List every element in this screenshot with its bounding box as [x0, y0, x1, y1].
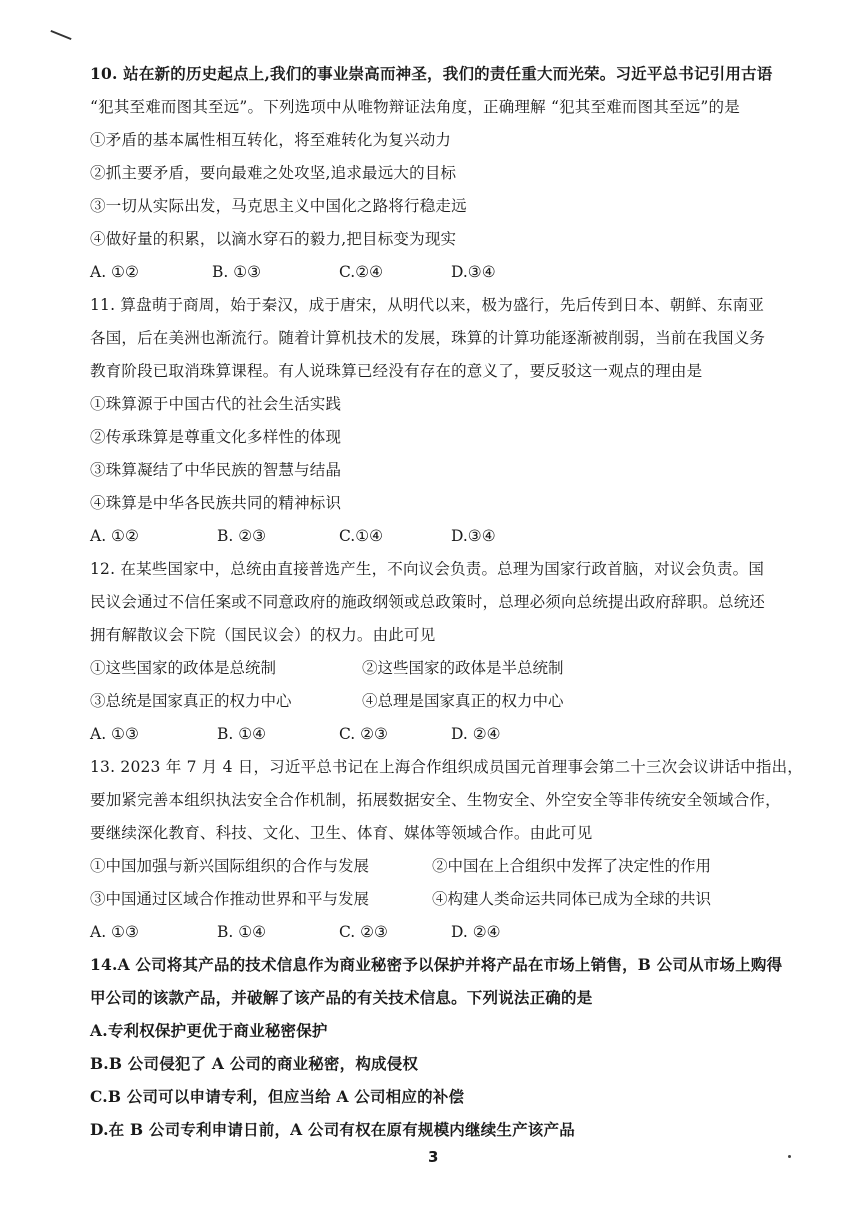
q12-statement-2: ②这些国家的政体是半总统制	[362, 659, 564, 677]
q12-choice-d: D. ②④	[451, 725, 501, 743]
q10-choice-b: B. ①③	[212, 263, 262, 281]
q11-statement-4: ④珠算是中华各民族共同的精神标识	[90, 494, 342, 512]
scan-speck	[788, 1155, 791, 1158]
q10-stem-line-1: 10. 站在新的历史起点上,我们的事业崇高而神圣，我们的责任重大而光荣。习近平总书记引用古语	[90, 64, 773, 83]
q10-stem-line-2: “犯其至难而图其至远”。下列选项中从唯物辩证法角度，正确理解 “犯其至难而图其至远”的是	[90, 98, 740, 116]
pen-mark	[50, 30, 71, 40]
q14-choice-a: A.专利权保护更优于商业秘密保护	[90, 1021, 328, 1040]
q10-statement-4: ④做好量的积累，以滴水穿石的毅力,把目标变为现实	[90, 230, 457, 248]
q12-choice-c: C. ②③	[339, 725, 388, 743]
q10-choice-d: D.③④	[451, 263, 496, 281]
q13-stem-line-2: 要加紧完善本组织执法安全合作机制，拓展数据安全、生物安全、外空安全等非传统安全领域合作，	[90, 791, 781, 809]
q13-choice-c: C. ②③	[339, 923, 388, 941]
q14-choice-d: D.在 B 公司专利申请日前，A 公司有权在原有规模内继续生产该产品	[90, 1120, 575, 1139]
q13-statement-4: ④构建人类命运共同体已成为全球的共识	[432, 890, 712, 908]
q10-statement-2: ②抓主要矛盾，要向最难之处攻坚,追求最远大的目标	[90, 164, 457, 182]
q10-statement-3: ③一切从实际出发，马克思主义中国化之路将行稳走远	[90, 197, 467, 215]
q12-statement-1: ①这些国家的政体是总统制	[90, 659, 277, 677]
q11-choice-c: C.①④	[339, 527, 384, 545]
q14-choice-c: C.B 公司可以申请专利，但应当给 A 公司相应的补偿	[90, 1087, 465, 1106]
q10-choice-c: C.②④	[339, 263, 384, 281]
q12-statement-4: ④总理是国家真正的权力中心	[362, 692, 564, 710]
q11-stem-line-1: 11. 算盘萌于商周，始于秦汉，成于唐宋，从明代以来，极为盛行，先后传到日本、朝鲜、东南亚	[90, 296, 765, 314]
q12-stem-line-1: 12. 在某些国家中，总统由直接普选产生，不向议会负责。总理为国家行政首脑，对议会负责。国	[90, 560, 765, 578]
q13-choice-a: A. ①③	[90, 923, 139, 941]
q11-choice-d: D.③④	[451, 527, 496, 545]
q13-choice-d: D. ②④	[451, 923, 501, 941]
q13-stem-line-3: 要继续深化教育、科技、文化、卫生、体育、媒体等领域合作。由此可见	[90, 824, 593, 842]
q10-statement-1: ①矛盾的基本属性相互转化，将至难转化为复兴动力	[90, 131, 452, 149]
q12-stem-line-3: 拥有解散议会下院（国民议会）的权力。由此可见	[90, 626, 436, 644]
q14-stem-line-2: 甲公司的该款产品，并破解了该产品的有关技术信息。下列说法正确的是	[90, 988, 593, 1007]
q14-stem-line-1: 14.A 公司将其产品的技术信息作为商业秘密予以保护并将产品在市场上销售，B 公司从市场上购得	[90, 955, 783, 974]
q11-stem-line-3: 教育阶段已取消珠算课程。有人说珠算已经没有存在的意义了，要反驳这一观点的理由是	[90, 362, 703, 380]
q10-choice-a: A. ①②	[90, 263, 139, 281]
q11-choice-b: B. ②③	[217, 527, 267, 545]
q12-stem-line-2: 民议会通过不信任案或不同意政府的施政纲领或总政策时，总理必须向总统提出政府辞职。总统还	[90, 593, 766, 611]
q11-statement-1: ①珠算源于中国古代的社会生活实践	[90, 395, 342, 413]
q13-statement-1: ①中国加强与新兴国际组织的合作与发展	[90, 857, 370, 875]
q11-statement-3: ③珠算凝结了中华民族的智慧与结晶	[90, 461, 342, 479]
q13-statement-3: ③中国通过区域合作推动世界和平与发展	[90, 890, 370, 908]
q14-choice-b: B.B 公司侵犯了 A 公司的商业秘密，构成侵权	[90, 1054, 419, 1073]
q11-stem-line-2: 各国，后在美洲也渐流行。随着计算机技术的发展，珠算的计算功能逐渐被削弱，当前在我国义务	[90, 329, 766, 347]
q12-statement-3: ③总统是国家真正的权力中心	[90, 692, 292, 710]
q12-choice-b: B. ①④	[217, 725, 267, 743]
q13-stem-line-1: 13. 2023 年 7 月 4 日，习近平总书记在上海合作组织成员国元首理事会第二十三次会议讲话中指出，	[90, 758, 803, 776]
q13-choice-b: B. ①④	[217, 923, 267, 941]
page-number: 3	[428, 1148, 439, 1166]
q12-choice-a: A. ①③	[90, 725, 139, 743]
q11-choice-a: A. ①②	[90, 527, 139, 545]
q11-statement-2: ②传承珠算是尊重文化多样性的体现	[90, 428, 342, 446]
q13-statement-2: ②中国在上合组织中发挥了决定性的作用	[432, 857, 712, 875]
